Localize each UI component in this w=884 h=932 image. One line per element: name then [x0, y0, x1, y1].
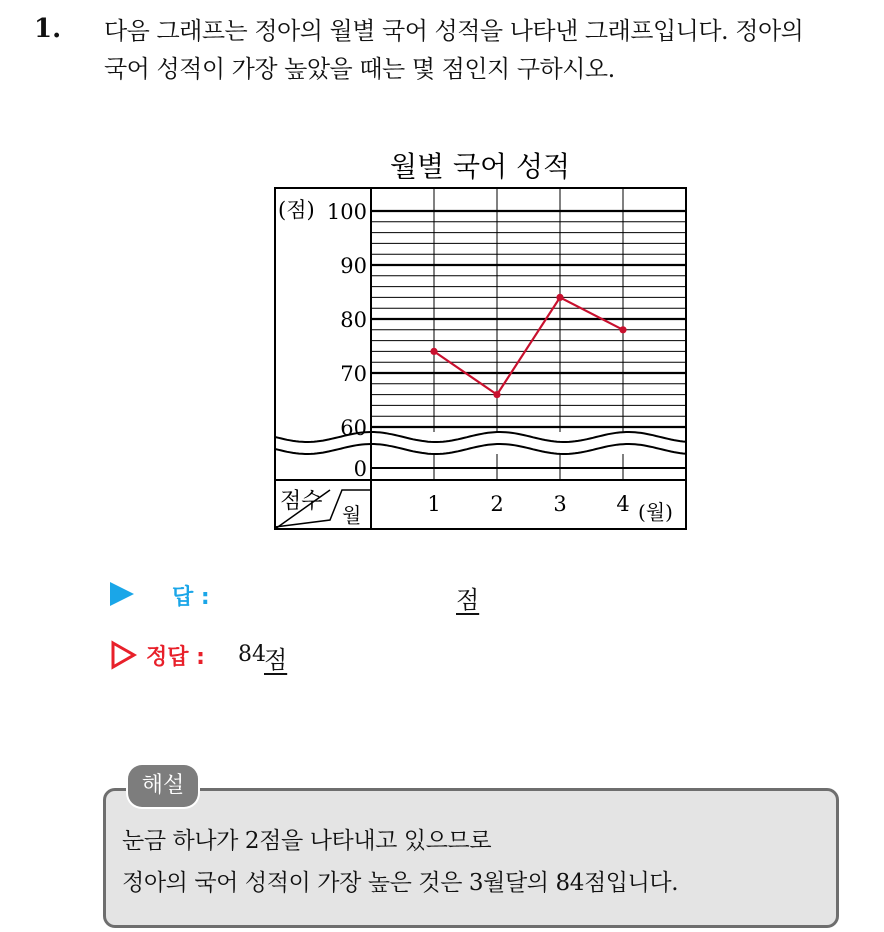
y-tick-label: 0	[353, 457, 367, 481]
gridlines	[275, 188, 686, 480]
y-unit-label: (점)	[278, 198, 315, 222]
x-tick-labels	[427, 492, 629, 516]
x-unit-label: (월)	[638, 500, 673, 524]
x-tick-label: 4	[616, 492, 630, 516]
answer-label: 답 :	[172, 585, 210, 610]
x-tick-label: 2	[490, 492, 504, 516]
chart-frame	[275, 188, 686, 529]
corner-label-month: 월	[342, 503, 362, 527]
play-arrow-icon	[110, 582, 134, 606]
line-chart	[270, 140, 700, 540]
data-point	[556, 294, 563, 301]
y-tick-label: 70	[340, 362, 367, 386]
axis-break-band	[275, 432, 686, 454]
correct-answer-unit: 점	[264, 646, 288, 674]
question-line-2: 국어 성적이 가장 높았을 때는 몇 점인지 구하시오.	[104, 55, 615, 83]
question-number: 1.	[34, 14, 62, 44]
answer-unit: 점	[456, 586, 480, 614]
series-score	[430, 294, 626, 398]
correct-answer-label: 정답 :	[146, 645, 205, 670]
x-tick-label: 3	[553, 492, 567, 516]
explanation-line-1: 눈금 하나가 2점을 나타내고 있으므로	[122, 828, 492, 854]
y-tick-label: 90	[340, 254, 367, 278]
correct-answer-value: 84	[238, 642, 266, 667]
series-line	[434, 297, 623, 394]
y-tick-label: 100	[326, 200, 367, 224]
chart-title: 월별 국어 성적	[389, 150, 571, 183]
y-tick-label: 80	[340, 308, 367, 332]
data-point	[430, 348, 437, 355]
data-point	[493, 391, 500, 398]
explanation-line-2: 정아의 국어 성적이 가장 높은 것은 3월달의 84점입니다.	[122, 870, 679, 896]
x-tick-label: 1	[427, 492, 441, 516]
explanation-text	[122, 820, 678, 904]
explanation-tag: 해설	[128, 765, 198, 807]
question-line-1: 다음 그래프는 정아의 월별 국어 성적을 나타낸 그래프입니다. 정아의	[104, 17, 804, 45]
play-outline-icon	[110, 640, 138, 670]
y-tick-label: 60	[340, 416, 367, 440]
corner-label-score: 점수	[280, 489, 323, 514]
question-text	[104, 12, 874, 88]
data-point	[619, 326, 626, 333]
